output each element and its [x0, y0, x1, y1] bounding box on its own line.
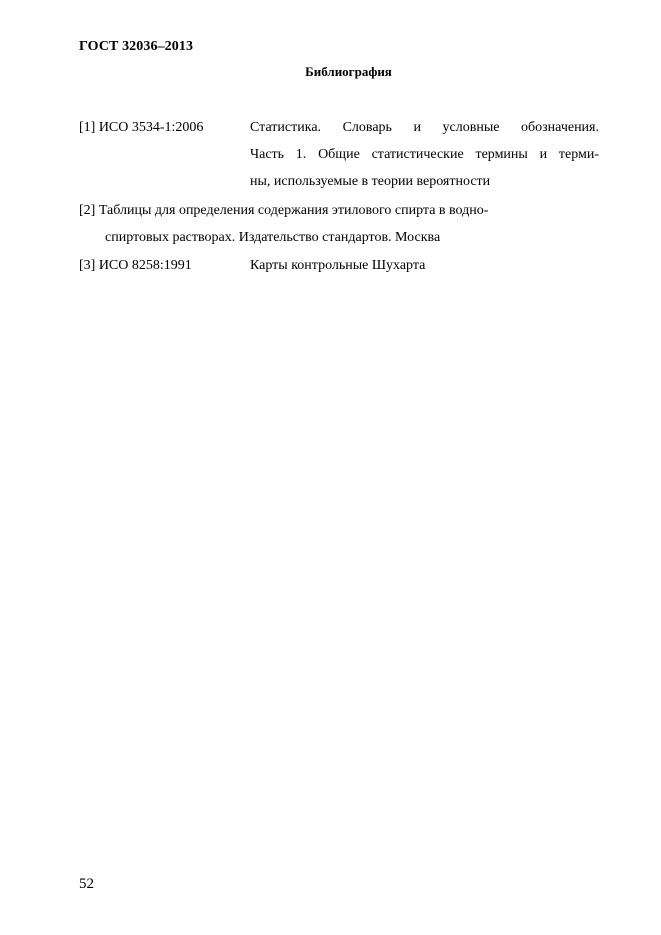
bibliography-entry-1	[79, 114, 599, 195]
entry-3-line-1: Карты контрольные Шухарта	[250, 258, 426, 273]
entry-1-description	[250, 114, 599, 195]
entry-2-line-1: [2] Таблицы для определения содержания этилового спирта в водно-	[79, 203, 489, 218]
entry-2-line-2: спиртовых растворах. Издательство стандартов. Москва	[105, 230, 441, 245]
document-header: ГОСТ 32036–2013	[79, 39, 194, 54]
entry-3-description	[250, 252, 599, 279]
section-title: Библиография	[305, 64, 392, 79]
entry-3-reference: [3] ИСО 8258:1991	[79, 258, 192, 273]
bibliography-entry-2	[79, 197, 599, 251]
page-number: 52	[79, 876, 94, 892]
bibliography-entry-3	[79, 252, 599, 279]
entry-1-reference: [1] ИСО 3534-1:2006	[79, 120, 204, 135]
entry-1-line-3: ны, используемые в теории вероятности	[250, 174, 491, 189]
entry-1-line-1: Статистика. Словарь и условные обозначения.	[250, 120, 599, 135]
entry-1-line-2: Часть 1. Общие статистические термины и терми-	[250, 147, 599, 162]
